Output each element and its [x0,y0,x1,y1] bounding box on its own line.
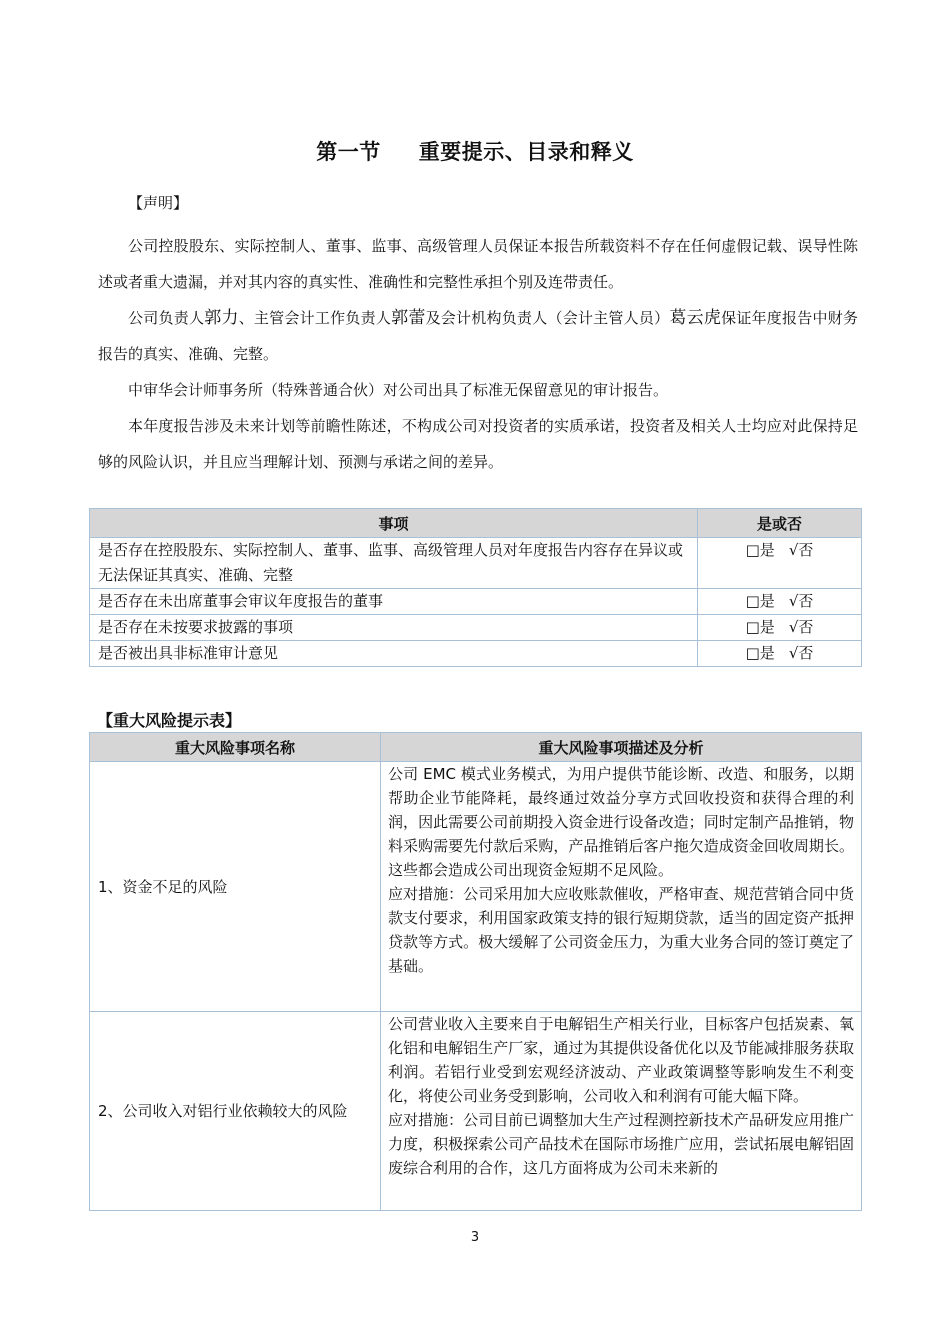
no-checkmark: √否 [788,618,814,636]
risk-description [381,1012,862,1211]
accounting-head-name: 郭蕾 [391,308,426,328]
page-number: 3 [470,1230,480,1245]
accounting-agency-head-name: 葛云虎 [669,308,722,328]
responsible-person-name: 郭力 [204,308,239,328]
text-fragment: 公司负责人 [128,309,205,327]
no-checkmark: √否 [788,592,814,610]
section-number: 第一节 [316,140,381,164]
section-name: 重要提示、目录和释义 [418,140,634,164]
risk-name: 2、公司收入对铝行业依赖较大的风险 [90,1012,381,1211]
risk-analysis: 公司营业收入主要来自于电解铝生产相关行业，目标客户包括炭素、氧化铝和电解铝生产厂家，通过为其提供设备优化以及节能减排服务获取利润。若铝行业受到宏观经济波动、产业政策调整等影响发生不利变化，将使公司业务受到影响，公司收入和利润有可能大幅下降。 [388,1015,854,1105]
text-fragment: 、主管会计工作负责人 [238,309,392,327]
column-header-answer: 是或否 [698,509,862,538]
table-row [90,641,862,667]
matter-answer [698,589,862,615]
risk-measure: 应对措施：公司采用加大应收账款催收，严格审查、规范营销合同中货款支付要求，利用国家政策支持的银行短期贷款，适当的固定资产抵押贷款等方式。极大缓解了公司资金压力，为重大业务合同的签订奠定了基础。 [388,885,854,975]
yes-checkbox: □是 [745,541,775,559]
risk-table-heading: 【重大风险提示表】 [97,711,242,730]
no-checkmark: √否 [788,644,814,662]
matter-item: 是否存在未出席董事会审议年度报告的董事 [90,589,698,615]
yes-checkbox: □是 [745,592,775,610]
table-row [90,615,862,641]
column-header-risk-name: 重大风险事项名称 [90,733,381,762]
risk-measure: 应对措施：公司目前已调整加大生产过程测控新技术产品研发应用推广力度，积极探索公司产品技术在国际市场推广应用，尝试拓展电解铝固废综合利用的合作，这几方面将成为公司未来新的 [388,1111,854,1177]
risk-table [89,732,862,1211]
yes-checkbox: □是 [745,644,775,662]
matters-table [89,508,862,667]
statement-heading: 【声明】 [128,194,189,212]
statement-paragraph-2 [98,300,858,372]
risk-description [381,762,862,1012]
matter-item: 是否被出具非标准审计意见 [90,641,698,667]
matter-item: 是否存在控股股东、实际控制人、董事、监事、高级管理人员对年度报告内容存在异议或无法保证其真实、准确、完整 [90,538,698,589]
matter-answer [698,538,862,589]
table-header-row [90,509,862,538]
statement-body [98,228,858,480]
table-row [90,762,862,1012]
column-header-item: 事项 [90,509,698,538]
yes-checkbox: □是 [745,618,775,636]
table-row [90,1012,862,1211]
text-fragment: 及会计机构负责人（会计主管人员） [425,309,670,327]
statement-paragraph-1: 公司控股股东、实际控制人、董事、监事、高级管理人员保证本报告所载资料不存在任何虚假记载、误导性陈述或者重大遗漏，并对其内容的真实性、准确性和完整性承担个别及连带责任。 [98,237,858,291]
statement-paragraph-3: 中审华会计师事务所（特殊普通合伙）对公司出具了标准无保留意见的审计报告。 [128,381,669,399]
text-fragment: 保证年度报告中财务报告的真实、准确、完整。 [98,309,858,363]
table-header-row [90,733,862,762]
column-header-risk-desc: 重大风险事项描述及分析 [381,733,862,762]
statement-paragraph-4: 本年度报告涉及未来计划等前瞻性陈述，不构成公司对投资者的实质承诺，投资者及相关人士均应对此保持足够的风险认识，并且应当理解计划、预测与承诺之间的差异。 [98,417,858,471]
matter-answer [698,641,862,667]
section-title [0,136,950,166]
matter-answer [698,615,862,641]
risk-analysis: 公司 EMC 模式业务模式，为用户提供节能诊断、改造、和服务，以期帮助企业节能降耗，最终通过效益分享方式回收投资和获得合理的利润，因此需要公司前期投入资金进行设备改造；同时定制产品推销，物料采购需要先付款后采购，产品推销后客户拖欠造成资金回收周期长。这些都会造成公司出现资金短期不足风险。 [388,765,854,879]
matter-item: 是否存在未按要求披露的事项 [90,615,698,641]
table-row [90,538,862,589]
no-checkmark: √否 [788,541,814,559]
table-row [90,589,862,615]
risk-name: 1、资金不足的风险 [90,762,381,1012]
